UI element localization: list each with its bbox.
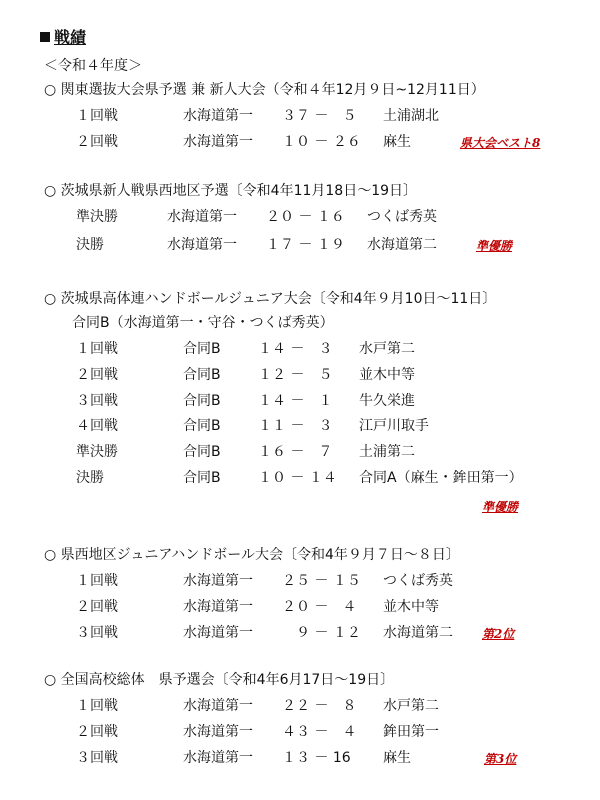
round-label: ４回戦 [76,418,118,434]
section-header: ○ 関東選抜大会県予選 兼 新人大会（令和４年12月９日~12月11日） [44,82,485,98]
score: １０ － １４ [258,470,337,486]
opponent: 水海道第二 [367,237,437,253]
opponent: 水海道第二 [383,625,453,641]
team-name: 水海道第一 [167,209,237,225]
team-subtitle: 合同B（水海道第一・守谷・つくば秀英） [72,315,334,331]
team-name: 水海道第一 [183,625,253,641]
round-label: 決勝 [76,237,104,253]
round-label: １回戦 [76,341,118,357]
score: １４ － １ [258,393,333,409]
team-name: 水海道第一 [183,599,253,615]
round-label: ２回戦 [76,134,118,150]
score: ２２ － ８ [282,698,357,714]
round-label: ２回戦 [76,367,118,383]
round-label: 決勝 [76,470,104,486]
score: １０ － ２６ [282,134,361,150]
result-badge: 第3位 [484,752,517,766]
score: １７ － １９ [266,237,345,253]
round-label: ３回戦 [76,625,118,641]
result-badge: 準優勝 [476,239,513,253]
result-badge: 県大会ベスト8 [460,136,541,150]
round-label: 準決勝 [76,209,118,225]
score: ２０ － ４ [282,599,357,615]
opponent: 麻生 [383,134,411,150]
opponent: 水戸第二 [383,698,439,714]
round-label: 準決勝 [76,444,118,460]
section-header: ○ 茨城県高体連ハンドボールジュニア大会〔令和4年９月10日～11日〕 [44,291,497,307]
team-name: 合同B [183,444,221,460]
opponent: 土浦第二 [359,444,415,460]
team-name: 水海道第一 [183,573,253,589]
score: ３７ － ５ [282,108,357,124]
year-label: ＜令和４年度＞ [44,58,142,74]
round-label: １回戦 [76,108,118,124]
team-name: 合同B [183,418,221,434]
team-name: 水海道第一 [167,237,237,253]
round-label: ２回戦 [76,599,118,615]
section-header: ○ 県西地区ジュニアハンドボール大会〔令和4年９月７日～８日〕 [44,547,460,563]
score: １４ － ３ [258,341,333,357]
team-name: 水海道第一 [183,108,253,124]
team-name: 水海道第一 [183,724,253,740]
round-label: １回戦 [76,573,118,589]
score: ４３ － ４ [282,724,357,740]
score: １３ － 16 [282,750,351,766]
score: １２ － ５ [258,367,333,383]
page-title: 戦績 [40,29,86,47]
round-label: ３回戦 [76,393,118,409]
square-bullet-icon [40,32,50,42]
team-name: 水海道第一 [183,698,253,714]
opponent: 並木中等 [359,367,415,383]
opponent: つくば秀英 [367,209,437,225]
team-name: 水海道第一 [183,134,253,150]
opponent: 土浦湖北 [383,108,439,124]
section-header: ○ 茨城県新人戦県西地区予選〔令和4年11月18日～19日〕 [44,183,418,199]
team-name: 合同B [183,393,221,409]
result-badge: 第2位 [482,627,515,641]
round-label: ２回戦 [76,724,118,740]
section-header: ○ 全国高校総体 県予選会〔令和4年6月17日～19日〕 [44,672,395,688]
opponent: 並木中等 [383,599,439,615]
score: ２５ － １５ [282,573,361,589]
round-label: １回戦 [76,698,118,714]
score: １１ － ３ [258,418,333,434]
opponent: 水戸第二 [359,341,415,357]
opponent: 鉾田第一 [383,724,439,740]
opponent: 合同A（麻生・鉾田第一） [359,470,523,486]
team-name: 合同B [183,341,221,357]
opponent: 牛久栄進 [359,393,415,409]
score: １６ － ７ [258,444,333,460]
opponent: 麻生 [383,750,411,766]
team-name: 合同B [183,470,221,486]
opponent: 江戸川取手 [359,418,429,434]
score: ９ － １２ [282,625,361,641]
team-name: 合同B [183,367,221,383]
round-label: ３回戦 [76,750,118,766]
opponent: つくば秀英 [383,573,453,589]
team-name: 水海道第一 [183,750,253,766]
score: ２０ － １６ [266,209,345,225]
result-badge: 準優勝 [482,500,519,514]
